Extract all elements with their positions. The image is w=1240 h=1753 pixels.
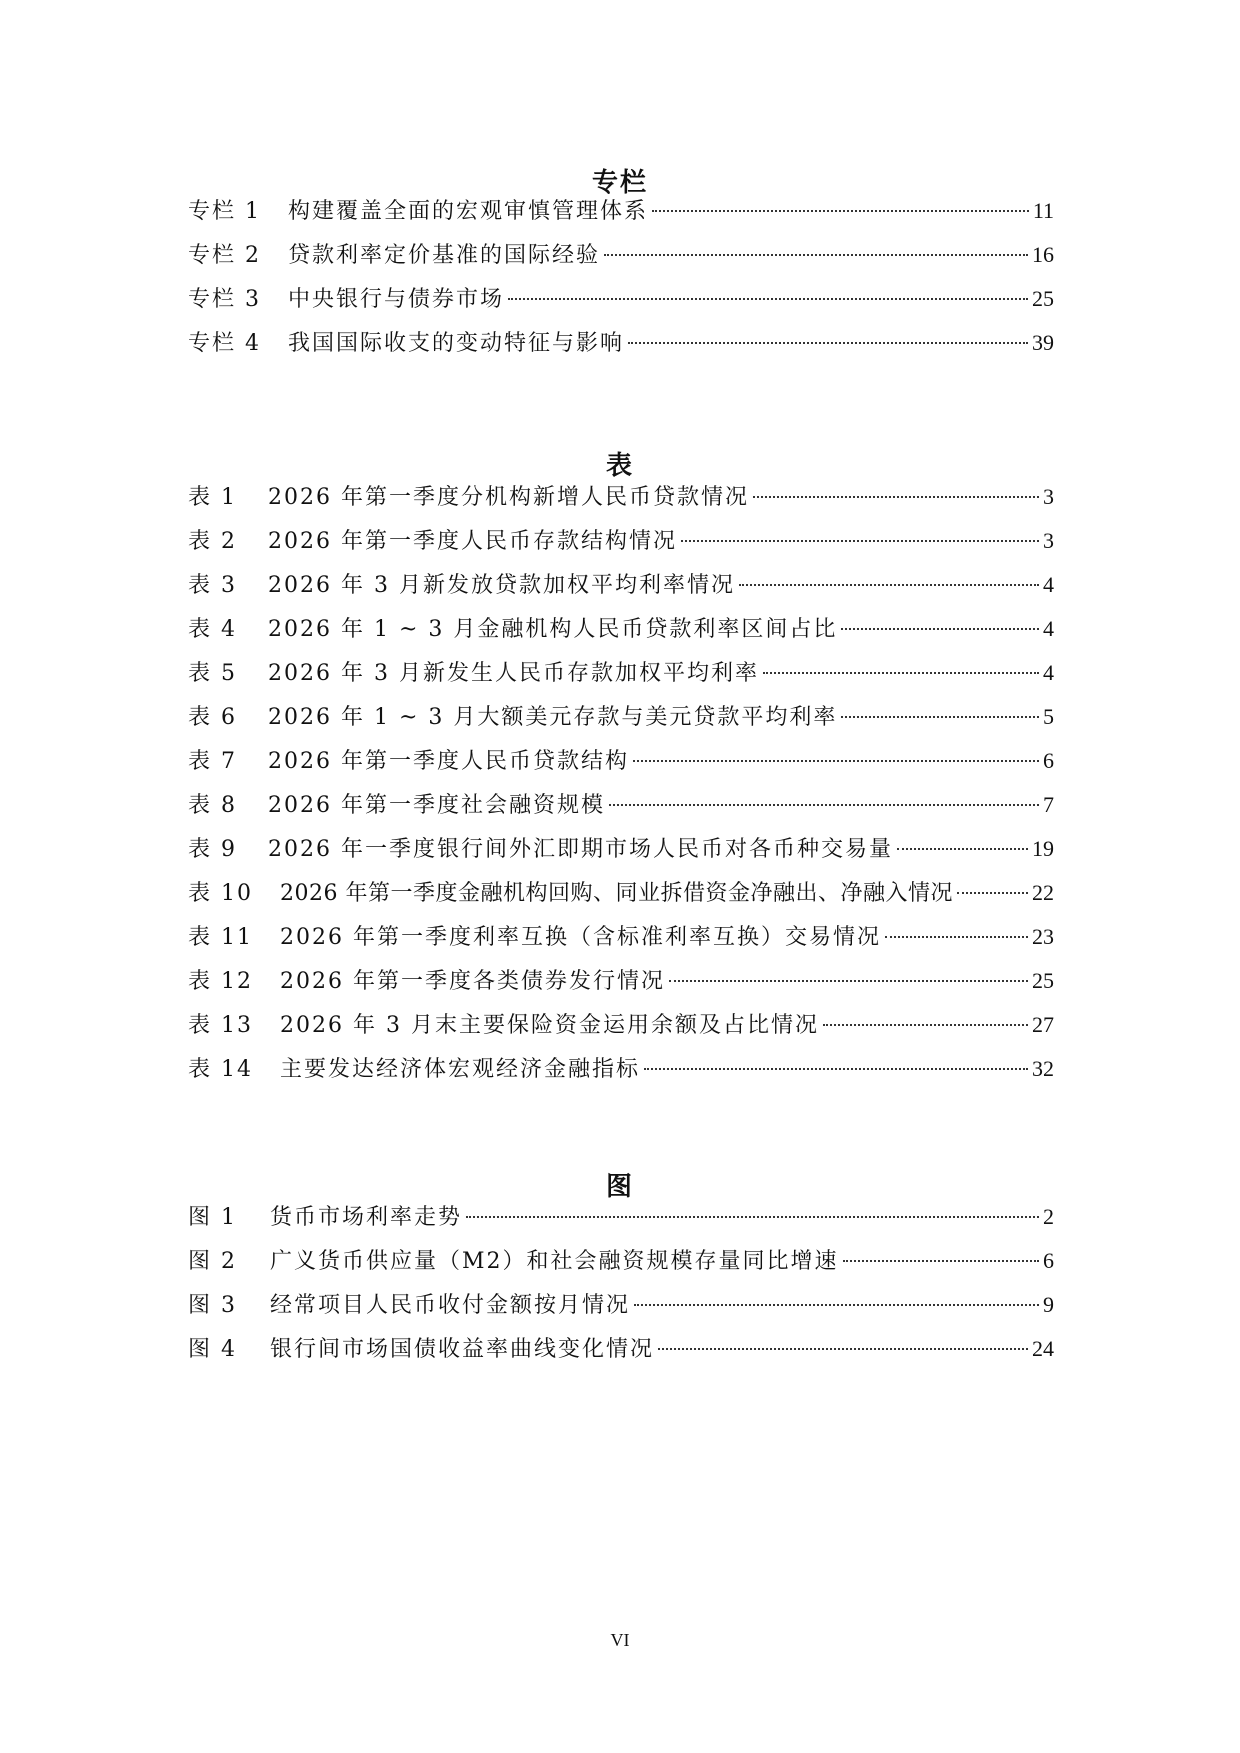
entry-page-number: 23 [1032, 924, 1054, 949]
entry-title: 中央银行与债券市场 [288, 287, 505, 312]
page-number: VI [610, 1630, 630, 1650]
entry-label: 专栏 3 [188, 287, 261, 312]
toc-entry-table-14[interactable] [188, 1052, 1054, 1096]
dot-leader [633, 760, 1039, 762]
toc-entry-table-6[interactable] [188, 700, 1054, 744]
dot-leader [739, 584, 1039, 586]
toc-entry-column-1[interactable] [188, 194, 1054, 238]
entry-title: 主要发达经济体宏观经济金融指标 [280, 1057, 641, 1082]
entry-title: 2026 年 3 月末主要保险资金运用余额及占比情况 [280, 1013, 819, 1038]
entry-label: 表 1 [188, 485, 237, 510]
entry-title: 2026 年 1 ~ 3 月金融机构人民币贷款利率区间占比 [268, 617, 838, 642]
entry-label: 表 8 [188, 793, 237, 818]
entry-page-number: 32 [1032, 1056, 1054, 1081]
entry-label: 表 12 [188, 969, 253, 994]
entry-label: 表 14 [188, 1057, 253, 1082]
dot-leader [841, 716, 1039, 718]
toc-entry-table-10[interactable] [188, 876, 1054, 920]
dot-leader [466, 1216, 1039, 1218]
toc-entry-table-4[interactable] [188, 612, 1054, 656]
toc-entry-table-8[interactable] [188, 788, 1054, 832]
entry-page-number: 4 [1043, 616, 1054, 641]
entry-page-number: 24 [1032, 1336, 1054, 1361]
entry-title: 2026 年 3 月新发放贷款加权平均利率情况 [268, 573, 735, 598]
toc-entry-figure-2[interactable] [188, 1244, 1054, 1288]
entry-title: 2026 年 1 ~ 3 月大额美元存款与美元贷款平均利率 [268, 705, 838, 730]
entry-title: 2026 年第一季度各类债券发行情况 [280, 969, 665, 994]
figures-heading: 图 [605, 1172, 634, 1202]
dot-leader [658, 1348, 1028, 1350]
toc-entry-table-9[interactable] [188, 832, 1054, 876]
dot-leader [823, 1024, 1028, 1026]
toc-entry-column-4[interactable] [188, 326, 1054, 370]
toc-entry-table-1[interactable] [188, 480, 1054, 524]
entry-title: 2026 年一季度银行间外汇即期市场人民币对各币种交易量 [268, 837, 893, 862]
entry-label: 表 3 [188, 573, 237, 598]
dot-leader [604, 254, 1028, 256]
dot-leader [763, 672, 1039, 674]
entry-page-number: 25 [1032, 968, 1054, 993]
entry-page-number: 22 [1032, 880, 1054, 905]
toc-entry-table-5[interactable] [188, 656, 1054, 700]
toc-entry-column-3[interactable] [188, 282, 1054, 326]
entry-page-number: 4 [1043, 572, 1054, 597]
tables-toc [188, 480, 1054, 1096]
entry-page-number: 39 [1032, 330, 1054, 355]
toc-entry-table-11[interactable] [188, 920, 1054, 964]
entry-label: 图 2 [188, 1249, 237, 1274]
toc-entry-column-2[interactable] [188, 238, 1054, 282]
dot-leader [843, 1260, 1039, 1262]
entry-title: 贷款利率定价基准的国际经验 [288, 243, 601, 268]
toc-entry-figure-3[interactable] [188, 1288, 1054, 1332]
entry-label: 图 1 [188, 1205, 237, 1230]
dot-leader [681, 540, 1039, 542]
entry-page-number: 11 [1032, 198, 1054, 223]
dot-leader [634, 1304, 1039, 1306]
entry-label: 表 4 [188, 617, 237, 642]
dot-leader [753, 496, 1039, 498]
toc-entry-figure-1[interactable] [188, 1200, 1054, 1244]
entry-title: 构建覆盖全面的宏观审慎管理体系 [288, 199, 649, 224]
columns-toc [188, 194, 1054, 370]
entry-label: 表 5 [188, 661, 237, 686]
entry-page-number: 9 [1043, 1292, 1054, 1317]
entry-title: 我国国际收支的变动特征与影响 [288, 331, 625, 356]
entry-title: 货币市场利率走势 [270, 1205, 463, 1230]
entry-page-number: 5 [1043, 704, 1054, 729]
entry-title: 2026 年第一季度分机构新增人民币贷款情况 [268, 485, 749, 510]
dot-leader [897, 848, 1028, 850]
entry-title: 银行间市场国债收益率曲线变化情况 [270, 1337, 655, 1362]
toc-entry-table-2[interactable] [188, 524, 1054, 568]
entry-page-number: 27 [1032, 1012, 1054, 1037]
entry-title: 2026 年第一季度社会融资规模 [268, 793, 605, 818]
entry-label: 表 2 [188, 529, 237, 554]
entry-title: 2026 年第一季度人民币贷款结构 [268, 749, 629, 774]
dot-leader [609, 804, 1039, 806]
entry-page-number: 7 [1043, 792, 1054, 817]
entry-title: 经常项目人民币收付金额按月情况 [270, 1293, 631, 1318]
entry-page-number: 3 [1043, 528, 1054, 553]
entry-label: 表 11 [188, 925, 253, 950]
entry-title: 2026 年第一季度金融机构回购、同业拆借资金净融出、净融入情况 [280, 881, 953, 906]
entry-label: 表 13 [188, 1013, 253, 1038]
toc-entry-table-3[interactable] [188, 568, 1054, 612]
entry-page-number: 2 [1043, 1204, 1054, 1229]
figures-toc [188, 1200, 1054, 1376]
entry-label: 图 4 [188, 1337, 237, 1362]
dot-leader [508, 298, 1028, 300]
entry-page-number: 3 [1043, 484, 1054, 509]
entry-title: 2026 年第一季度人民币存款结构情况 [268, 529, 677, 554]
dot-leader [644, 1068, 1028, 1070]
entry-page-number: 25 [1032, 286, 1054, 311]
toc-entry-figure-4[interactable] [188, 1332, 1054, 1376]
entry-page-number: 16 [1032, 242, 1054, 267]
entry-page-number: 6 [1043, 1248, 1054, 1273]
entry-label: 表 6 [188, 705, 237, 730]
columns-heading: 专栏 [591, 168, 648, 198]
dot-leader [669, 980, 1028, 982]
entry-label: 表 7 [188, 749, 237, 774]
entry-label: 专栏 4 [188, 331, 261, 356]
dot-leader [885, 936, 1028, 938]
dot-leader [841, 628, 1039, 630]
entry-title: 广义货币供应量（M2）和社会融资规模存量同比增速 [270, 1249, 839, 1274]
dot-leader [652, 210, 1029, 212]
toc-entry-table-13[interactable] [188, 1008, 1054, 1052]
entry-page-number: 6 [1043, 748, 1054, 773]
entry-title: 2026 年第一季度利率互换（含标准利率互换）交易情况 [280, 925, 881, 950]
toc-entry-table-12[interactable] [188, 964, 1054, 1008]
entry-page-number: 19 [1032, 836, 1054, 861]
entry-page-number: 4 [1043, 660, 1054, 685]
dot-leader [957, 892, 1028, 894]
dot-leader [628, 342, 1028, 344]
entry-label: 表 10 [188, 881, 253, 906]
toc-entry-table-7[interactable] [188, 744, 1054, 788]
entry-label: 表 9 [188, 837, 237, 862]
entry-title: 2026 年 3 月新发生人民币存款加权平均利率 [268, 661, 759, 686]
entry-label: 专栏 2 [188, 243, 261, 268]
entry-label: 专栏 1 [188, 199, 261, 224]
tables-heading: 表 [605, 451, 634, 481]
entry-label: 图 3 [188, 1293, 237, 1318]
